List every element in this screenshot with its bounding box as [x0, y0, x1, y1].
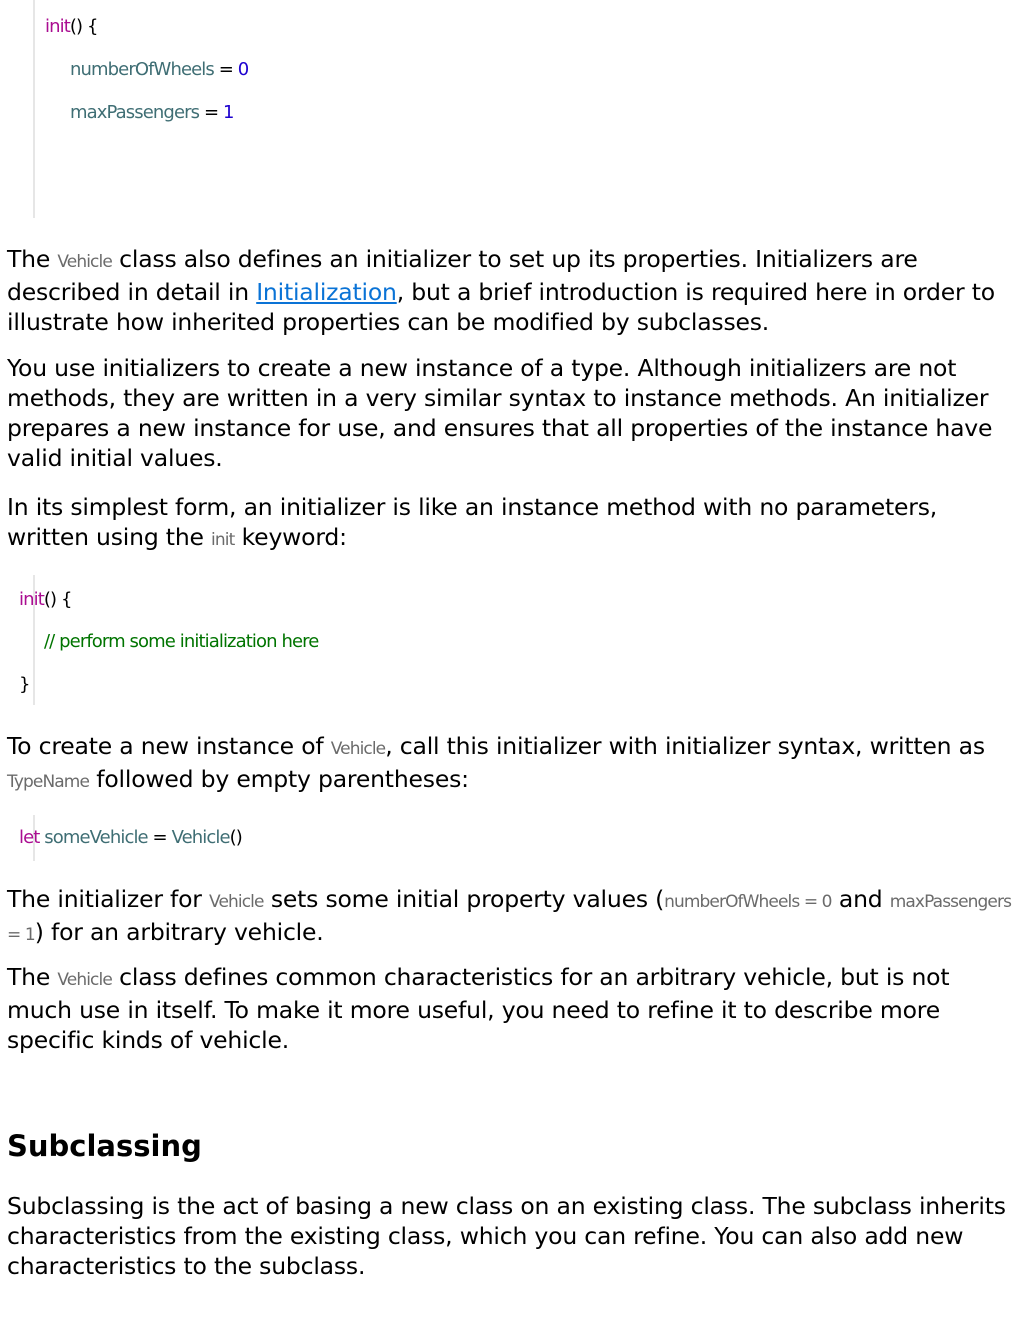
code-identifier: someVehicle — [39, 827, 148, 848]
paragraph — [7, 244, 1019, 337]
text: class also defines an initializer to set up its properties. Initializers are described in detail in — [7, 245, 918, 306]
code-number: 1 — [222, 102, 234, 123]
inline-code: Vehicle — [209, 892, 264, 912]
paragraph — [7, 731, 1019, 797]
code-punct: } — [19, 674, 30, 695]
inline-code: Vehicle — [57, 970, 112, 990]
code-keyword: init — [19, 589, 44, 610]
paragraph — [7, 962, 1019, 1055]
code-line — [70, 102, 234, 123]
inline-code: TypeName — [7, 772, 90, 792]
code-operator: = — [213, 59, 238, 80]
code-operator: = — [147, 827, 172, 848]
text: , but a brief introduction is required here in order to illustrate how inherited properties can be modified by subclasses. — [7, 278, 995, 336]
code-block-init-simple — [19, 575, 385, 705]
initialization-link[interactable]: Initialization — [256, 278, 397, 306]
paragraph — [7, 1191, 1019, 1281]
code-punct: () { — [43, 589, 72, 610]
code-number: 0 — [237, 59, 249, 80]
code-line — [70, 59, 248, 80]
inline-code: Vehicle — [57, 252, 112, 272]
code-operator: = — [199, 102, 223, 123]
text: The — [7, 963, 58, 991]
code-line — [19, 674, 30, 695]
text: Subclassing is the act of basing a new class on an existing class. The subclass inherits characteristics from the existing class, which you can refine. You can also add new characteristics to the subclass. — [7, 1192, 1006, 1280]
paragraph — [7, 353, 1019, 473]
text: class defines common characteristics for an arbitrary vehicle, but is not much use in itself. To make it more useful, you need to refine it to describe more specific kinds of vehicle. — [7, 963, 950, 1054]
code-keyword: init — [45, 16, 70, 37]
code-comment: // perform some initialization here — [44, 631, 319, 652]
code-identifier: numberOfWheels — [70, 59, 214, 80]
paragraph — [7, 884, 1019, 950]
text: ) for an arbitrary vehicle. — [34, 918, 324, 946]
code-block-some-vehicle — [19, 815, 335, 861]
code-line — [44, 631, 318, 652]
inline-code: Vehicle — [330, 739, 386, 759]
code-punct: () — [229, 827, 242, 848]
text: In its simplest form, an initializer is like an instance method with no parameters, written using the — [7, 493, 938, 551]
code-line — [45, 16, 98, 37]
text: sets some initial property values ( — [263, 885, 665, 913]
text: and — [831, 885, 890, 913]
inline-code: maxPassengers = 1 — [7, 892, 1012, 945]
text: followed by empty parentheses: — [89, 765, 469, 793]
inline-code: init — [211, 530, 235, 550]
text: keyword: — [234, 523, 347, 551]
code-keyword: let — [19, 827, 40, 848]
code-block-init-properties — [33, 0, 335, 218]
paragraph — [7, 492, 1019, 555]
code-line — [19, 827, 242, 848]
text: , call this initializer with initializer syntax, written as — [385, 732, 985, 760]
text: The initializer for — [7, 885, 210, 913]
text: To create a new instance of — [7, 732, 331, 760]
section-heading-subclassing: Subclassing — [7, 1129, 202, 1163]
code-type: Vehicle — [171, 827, 230, 848]
text: You use initializers to create a new instance of a type. Although initializers are not methods, they are written in a very similar syntax to instance methods. An initializer prepares a new instance for use, and ensures that all properties of the instance have valid initial values. — [7, 354, 993, 472]
code-line — [19, 589, 72, 610]
code-identifier: maxPassengers — [70, 102, 200, 123]
text: The — [7, 245, 58, 273]
inline-code: numberOfWheels = 0 — [664, 892, 832, 912]
code-punct: () { — [69, 16, 98, 37]
